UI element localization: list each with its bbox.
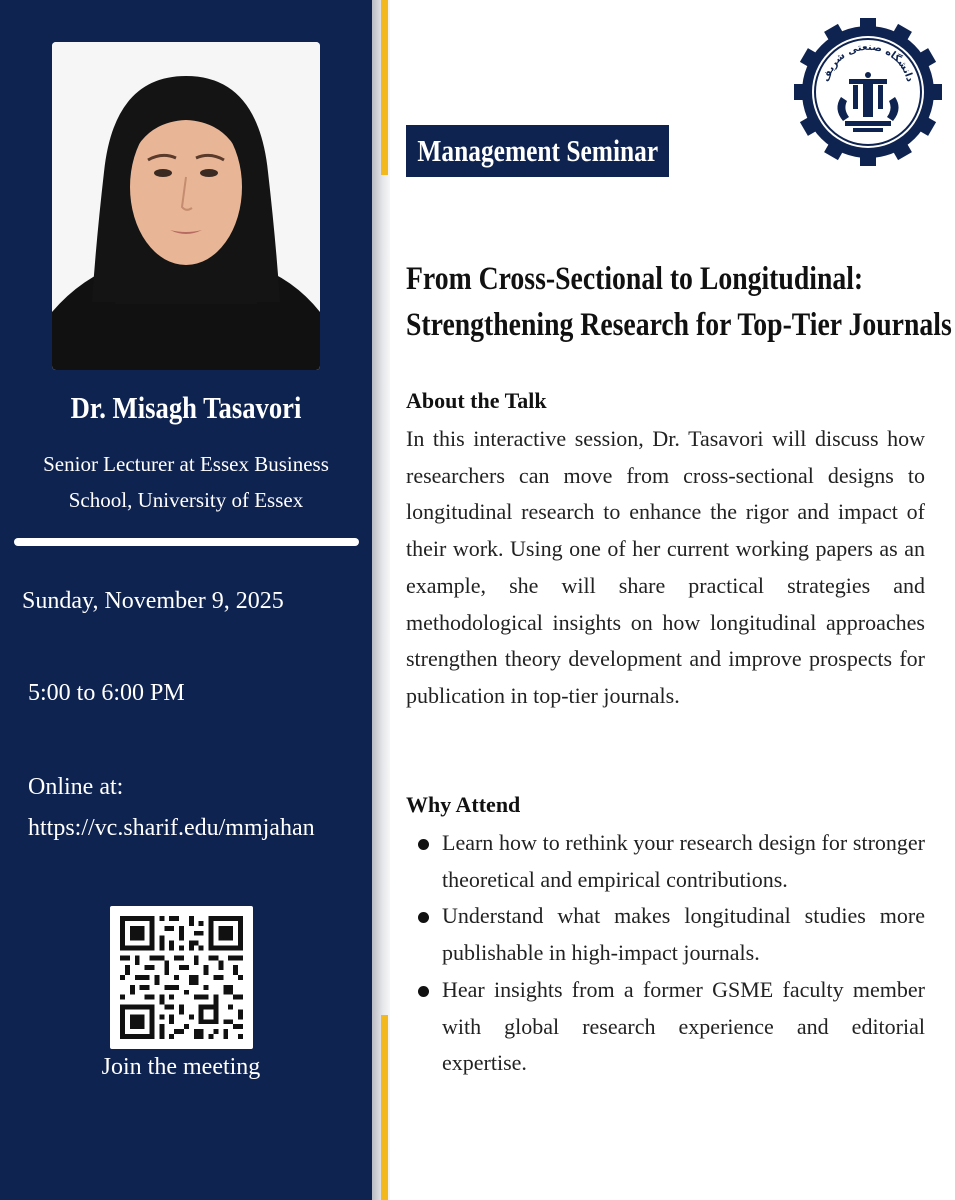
talk-title	[406, 256, 951, 348]
why-attend-heading: Why Attend	[406, 792, 521, 817]
accent-bar-top	[381, 0, 388, 175]
bullet-icon	[418, 912, 429, 923]
join-meeting-label: Join the meeting	[101, 1054, 261, 1080]
about-body: In this interactive session, Dr. Tasavori will discuss how researchers can move from cross-sectional designs to longitudinal research to enhance the rigor and impact of their work. Using one of her current working papers as an example, she will share practical strategies and methodological insights on how longitudinal approaches strengthen theory development and improve prospects for publication in top-tier journals.	[406, 426, 925, 708]
list-item: Learn how to rethink your research design for stronger theoretical and empirical contributions.	[406, 825, 925, 898]
speaker-name: Dr. Misagh Tasavori	[70, 390, 302, 425]
list-item: Hear insights from a former GSME faculty member with global research experience and editorial expertise.	[406, 972, 925, 1082]
seminar-badge-label: Management Seminar	[417, 133, 658, 168]
accent-bar-bottom	[381, 1015, 388, 1200]
bullet-icon	[418, 986, 429, 997]
about-heading: About the Talk	[406, 388, 547, 413]
speaker-photo	[52, 42, 320, 370]
bullet-icon	[418, 839, 429, 850]
speaker-sidebar	[0, 0, 372, 1200]
sharif-university-logo-icon	[793, 17, 943, 167]
seminar-badge	[406, 125, 669, 177]
event-date: Sunday, November 9, 2025	[22, 588, 284, 614]
talk-title-line-1: From Cross-Sectional to Longitudinal:	[406, 261, 864, 297]
event-time: 5:00 to 6:00 PM	[28, 680, 185, 706]
why-attend-list	[406, 825, 925, 1082]
qr-code-icon[interactable]	[110, 906, 253, 1049]
speaker-affiliation: Senior Lecturer at Essex Business School, University of Essex	[43, 452, 329, 512]
talk-title-line-2: Strengthening Research for Top-Tier Journals	[406, 307, 952, 343]
logo-text: دانشگاه صنعتی شریف	[820, 41, 916, 84]
meeting-url-link[interactable]: https://vc.sharif.edu/mmjahan	[28, 815, 315, 841]
sidebar-divider	[14, 538, 359, 546]
location-label: Online at:	[28, 774, 124, 800]
list-item: Understand what makes longitudinal studies more publishable in high-impact journals.	[406, 898, 925, 971]
